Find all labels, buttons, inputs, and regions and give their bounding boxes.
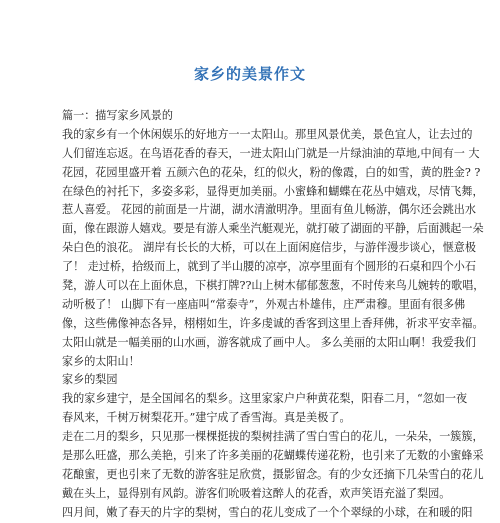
text-line: 了！ 走过桥，拾级而上，就到了半山腰的凉亭，凉亭里面有个圆形的石桌和四个小石 bbox=[62, 260, 476, 274]
text-line: 惹人喜爱。 花园的前面是一片湖，湖水清澈明净。里面有鱼儿畅游，偶尔还会跳出水 bbox=[62, 203, 476, 217]
text-line: 我的家乡建宁，是全国闻名的梨乡。这里家家户户种黄花梨，阳春二月，“忽如一夜 bbox=[62, 392, 468, 406]
text-line: 像，这些佛像神态各异，栩栩如生，许多虔诚的香客到这里上香拜佛，祈求平安幸福。 bbox=[62, 316, 484, 330]
text-line: 家乡的梨园 bbox=[62, 373, 118, 387]
text-line: 戴在头上，显得别有风韵。游客们吮吸着这醉人的花香，欢声笑语充溢了梨园。 bbox=[62, 486, 451, 500]
text-line: 四月间，嫩了春天的片字的梨树，雪白的花儿变成了一个个翠绿的小球，在和暖的阳 bbox=[62, 505, 473, 519]
text-line: 动听极了！ 山脚下有一座庙叫“常泰寺”，外观古朴雄伟，庄严肃穆。里面有很多佛 bbox=[62, 297, 466, 311]
document-body bbox=[62, 107, 485, 523]
text-line: 春风来，千树万树梨花开。”建宁成了香雪海。真是美极了。 bbox=[62, 411, 351, 425]
text-line: 太阳山就是一幅美丽的山水画，游客就成了画中人。 多么美丽的太阳山啊！我爱我们 bbox=[62, 335, 476, 349]
text-line: 篇一：描写家乡风景的 bbox=[62, 109, 173, 122]
text-line: 花园，花园里盛开着 五颜六色的花朵，红的似火，粉的像霞，白的如雪，黄的胜金? ? bbox=[62, 165, 481, 179]
text-line: 在绿色的衬托下，多姿多彩，显得更加美丽。小蜜蜂和蝴蝶在花丛中嬉戏，尽情飞舞， bbox=[62, 184, 484, 198]
text-line: 是那么旺盛，那么美艳，引来了许多美丽的花蝴蝶传递花粉，也引来了无数的小蜜蜂采 bbox=[62, 449, 484, 463]
text-line: 凳，游人可以在上面休息，下棋打牌??山上树木郁郁葱葱，不时传来鸟儿婉转的歌唱， bbox=[62, 279, 485, 293]
document-title: 家乡的美景作文 bbox=[193, 65, 306, 83]
text-line: 花酿蜜，更也引来了无数的游客驻足欣赏，摄影留念。有的少女还摘下几朵雪白的花儿 bbox=[62, 467, 484, 481]
text-line: 人们留连忘返。在鸟语花香的春天，一进太阳山门就是一片绿油油的草地,中间有一 大 bbox=[62, 146, 480, 160]
text-line: 朵白色的浪花。 湖岸有长长的大桥，可以在上面闲庭信步，与游伴漫步谈心，惬意极 bbox=[62, 241, 476, 255]
text-line: 面，像在跟游人嬉戏。要是有游人乘坐汽艇观光，就打破了湖面的平静，后面溅起一朵 bbox=[62, 222, 484, 236]
text-line: 家乡的太阳山！ bbox=[62, 354, 140, 368]
text-line: 走在二月的梨乡，只见那一棵棵挺拔的梨树挂满了雪白雪白的花儿，一朵朵，一簇簇， bbox=[62, 430, 484, 444]
text-line: 我的家乡有一个休闲娱乐的好地方一一太阳山。那里风景优美，景色宜人，让去过的 bbox=[62, 127, 473, 141]
